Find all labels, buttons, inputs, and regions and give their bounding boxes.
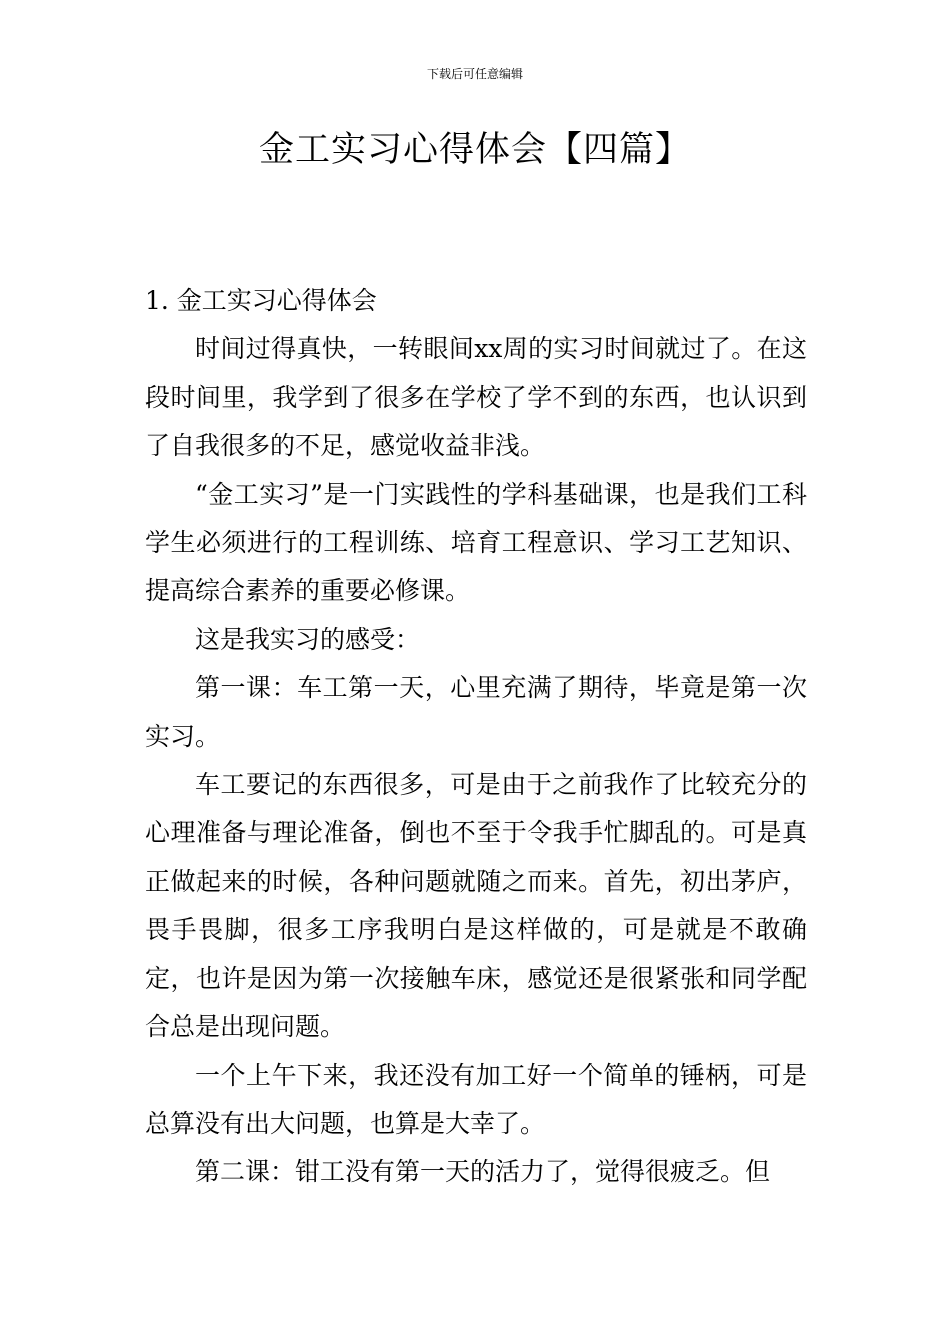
document-body (145, 277, 807, 1197)
body-paragraph: 车工要记的东西很多，可是由于之前我作了比较充分的心理准备与理论准备，倒也不至于令我手忙脚乱的。可是真正做起来的时候，各种问题就随之而来。首先，初出茅庐，畏手畏脚，很多工序我明白是这样做的，可是就是不敢确定，也许是因为第一次接触车床，感觉还是很紧张和同学配合总是出现问题。 (145, 770, 807, 1042)
document-title: 金工实习心得体会【四篇】 (258, 130, 691, 170)
page-header-note: 下载后可任意编辑 (426, 67, 523, 81)
body-paragraph: “金工实习”是一门实践性的学科基础课，也是我们工科学生必须进行的工程训练、培育工程意识、学习工艺知识、提高综合素养的重要必修课。 (145, 479, 807, 606)
body-paragraph: 时间过得真快，一转眼间xx周的实习时间就过了。在这段时间里，我学到了很多在学校了学不到的东西，也认识到了自我很多的不足，感觉收益非浅。 (145, 334, 807, 461)
body-paragraph: 第一课：车工第一天，心里充满了期待，毕竟是第一次实习。 (145, 673, 807, 751)
section-heading: 1. 金工实习心得体会 (145, 286, 377, 315)
body-paragraph: 第二课：钳工没有第一天的活力了，觉得很疲乏。但 (195, 1157, 771, 1187)
body-paragraph: 一个上午下来，我还没有加工好一个简单的锤柄，可是总算没有出大问题，也算是大幸了。 (145, 1060, 807, 1138)
body-paragraph: 这是我实习的感受： (195, 624, 421, 654)
